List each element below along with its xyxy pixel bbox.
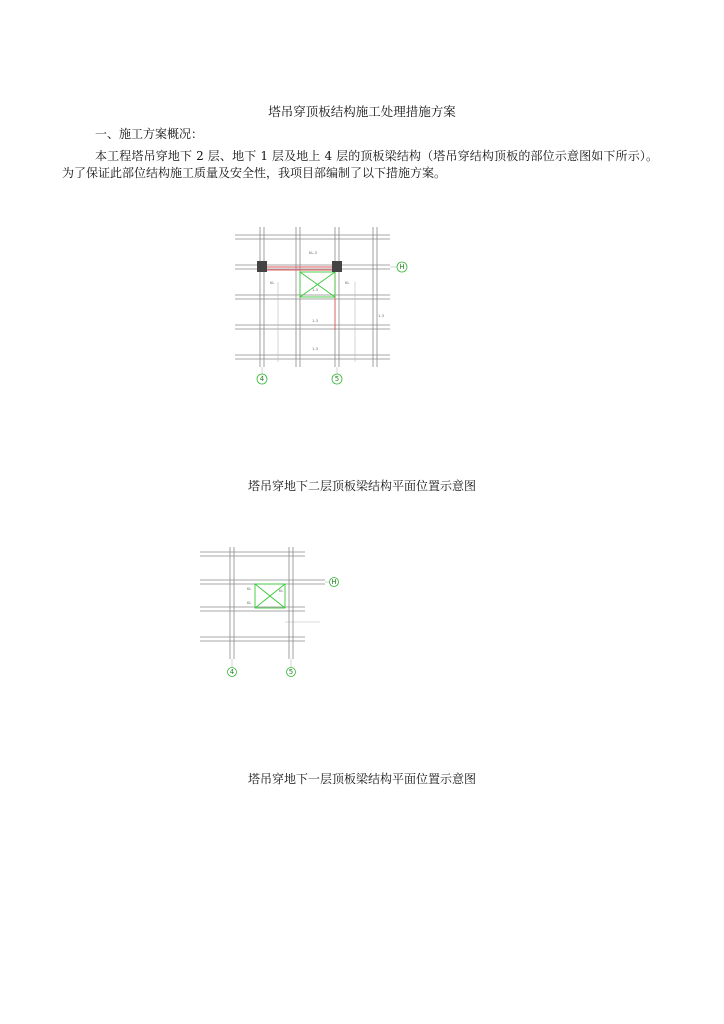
- svg-text:5: 5: [334, 375, 340, 383]
- axis-bubble-4: [228, 659, 237, 677]
- axis-bubble-5: [287, 659, 296, 677]
- svg-text:KL: KL: [247, 601, 252, 605]
- column-left: [257, 261, 267, 272]
- svg-text:KL: KL: [270, 281, 275, 285]
- figure-2-caption: 塔吊穿地下一层顶板梁结构平面位置示意图: [247, 772, 476, 786]
- svg-text:1-3: 1-3: [312, 319, 318, 323]
- svg-text:H: H: [331, 578, 337, 586]
- svg-text:5: 5: [288, 668, 294, 676]
- axis-bubble-4: [257, 367, 267, 384]
- svg-text:1-3: 1-3: [312, 347, 318, 351]
- crane-opening: [257, 261, 342, 330]
- svg-text:H: H: [399, 263, 405, 271]
- overview-paragraph: 本工程塔吊穿地下 2 层、地下 1 层及地上 4 层的顶板梁结构（塔吊穿结构顶板的部位示意图如下所示）。为了保证此部位结构施工质量及安全性，我项目部编制了以下措施方案。: [62, 149, 658, 180]
- svg-text:KL: KL: [247, 587, 252, 591]
- axis-bubble-h: [390, 262, 407, 272]
- document-title: 塔吊穿顶板结构施工处理措施方案: [268, 104, 456, 119]
- svg-text:1-3: 1-3: [378, 314, 384, 318]
- section-heading: 一、施工方案概况：: [95, 127, 204, 141]
- column-right: [332, 261, 342, 272]
- svg-text:1-3: 1-3: [312, 288, 318, 292]
- axis-bubble-h: [325, 578, 339, 587]
- beam-notes: [270, 251, 384, 351]
- svg-text:4: 4: [259, 375, 265, 383]
- horizontal-beams: [200, 552, 325, 641]
- crane-opening: [255, 584, 285, 608]
- svg-text:KL: KL: [345, 281, 350, 285]
- svg-text:4: 4: [229, 668, 235, 676]
- svg-text:KL-3: KL-3: [309, 251, 317, 255]
- figure-1-caption: 塔吊穿地下二层顶板梁结构平面位置示意图: [247, 479, 476, 493]
- b1-slab-plan-drawing: [195, 544, 345, 679]
- b2-slab-plan-drawing: [230, 222, 415, 387]
- svg-text:KL: KL: [279, 589, 284, 593]
- axis-bubble-5: [332, 367, 342, 384]
